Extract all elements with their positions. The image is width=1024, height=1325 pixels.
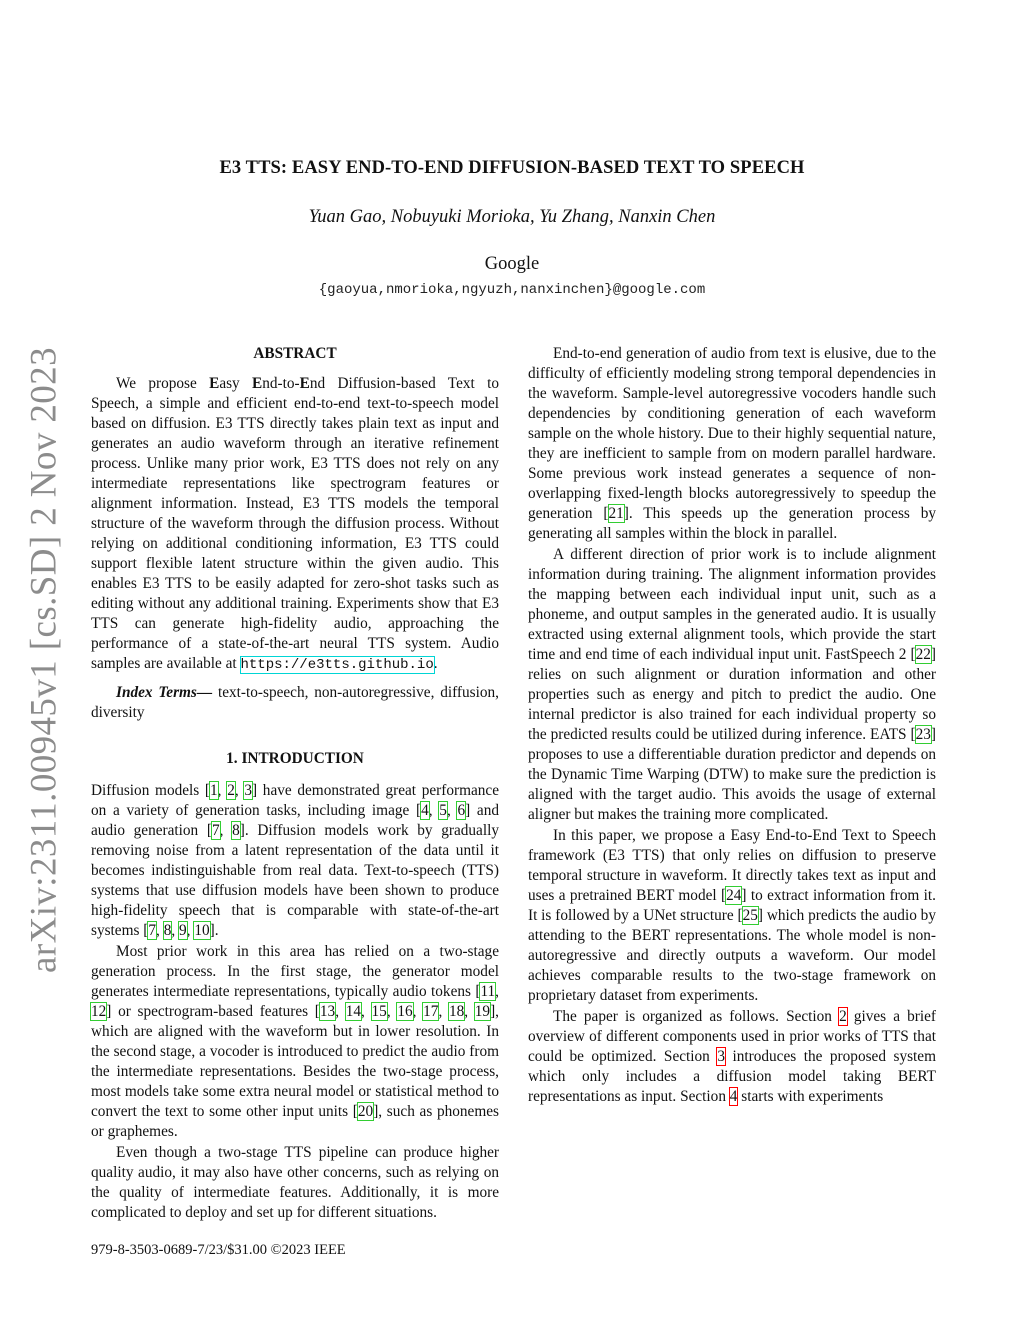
section-ref-link[interactable]: 4 [729, 1088, 738, 1105]
citation-link[interactable]: 23 [915, 726, 931, 743]
abstract-text: We propose Easy End-to-End Diffusion-based Text to Speech, a simple and efficient end-to-end text-to-speech model based on diffusion. E3 TTS directly takes plain text as input and generates an audio waveform through an iterative refinement process. Unlike many prior work, E3 TTS does not rely on any intermediate representations like spectrogram features or alignment information. Instead, E3 TTS models the temporal structure of the waveform through the diffusion process. Without relying on additional conditioning information, E3 TTS could support flexible latent structure within the given audio. This enables E3 TTS to be easily adapted for zero-shot tasks such as editing without any additional training. Experiments show that E3 TTS can generate high-fidelity audio, approaching the performance of a state-of-the-art neural TTS system. Audio samples are available at https://e3tts.github.io. [91, 375, 500, 673]
paper-title: E3 TTS: EASY END-TO-END DIFFUSION-BASED TEXT TO SPEECH [219, 158, 805, 178]
intro-paragraph-3: Even though a two-stage TTS pipeline can produce higher quality audio, it may also have other concerns, such as relying on the quality of intermediate features. Additionally, it is more complicated to deploy and set up for different situations. [91, 1144, 499, 1221]
citation-link[interactable]: 25 [742, 907, 758, 924]
project-url-link[interactable]: https://e3tts.github.io [240, 657, 434, 673]
index-terms: Index Terms— text-to-speech, non-autoregressive, diffusion, diversity [91, 684, 499, 721]
citation-link[interactable]: 16 [397, 1003, 413, 1020]
authors: Yuan Gao, Nobuyuki Morioka, Yu Zhang, Nanxin Chen [308, 207, 716, 227]
citation-link[interactable]: 4 [421, 802, 429, 819]
citation-link[interactable]: 17 [423, 1003, 439, 1020]
citation-link[interactable]: 21 [608, 505, 624, 522]
citation-link[interactable]: 10 [194, 922, 210, 939]
affiliation: Google [484, 254, 540, 274]
left-column [91, 344, 499, 1223]
citation-link[interactable]: 8 [163, 922, 172, 939]
citation-link[interactable]: 15 [371, 1003, 387, 1020]
intro-paragraph-2: Most prior work in this area has relied on a two-stage generation process. In the first stage, the generator model generates intermediate representations, typically audio tokens [11, 12] or spectrogram-based features [13, 14, 15, 16, 17, 18, 19], which are aligned with the waveform but in lower resolution. In the second stage, a vocoder is introduced to predict the audio from the intermediate representations. Besides the two-stage process, most models take some extra neural model or statistical method to convert the text to some other input units [20], such as phonemes or graphemes. [91, 943, 499, 1140]
intro-paragraph-6: In this paper, we propose a Easy End-to-End Text to Speech framework (E3 TTS) that only relies on diffusion to preserve temporal structure in waveform. It directly takes text as input and uses a pretrained BERT model [24] to extract information from it. It is followed by a UNet structure [25] which predicts the audio by attending to the BERT representations. The whole model is non-autoregressive and directly outputs a waveform. Our model achieves comparable results to the two-stage framework on proprietary dataset from experiments. [528, 827, 936, 1004]
intro-paragraph-7: The paper is organized as follows. Section 2 gives a brief overview of different components used in prior works of TTS that could be optimized. Section 3 introduces the proposed system which only includes a diffusion model taking BERT representations as input. Section 4 starts with experiments [528, 1008, 936, 1105]
intro-paragraph-1: Diffusion models [1, 2, 3] have demonstrated great performance on a variety of generation tasks, including image [4, 5, 6] and audio generation [7, 8]. Diffusion models work by gradually removing noise from a latent representation of the data until it becomes indistinguishable from real data. Text-to-speech (TTS) systems that use diffusion models have been shown to produce high-fidelity speech that is comparable with state-of-the-art systems [7, 8, 9, 10]. [91, 782, 500, 939]
citation-link[interactable]: 11 [480, 983, 496, 1000]
arxiv-stamp: arXiv:2311.00945v1 [cs.SD] 2 Nov 2023 [23, 347, 65, 973]
citation-link[interactable]: 22 [915, 646, 931, 663]
citation-link[interactable]: 9 [179, 922, 187, 939]
citation-link[interactable]: 20 [357, 1103, 374, 1120]
citation-link[interactable]: 7 [211, 822, 220, 839]
right-column [528, 344, 936, 1107]
citation-link[interactable]: 2 [227, 782, 235, 799]
citation-link[interactable]: 18 [448, 1003, 465, 1020]
section-ref-link[interactable]: 2 [839, 1008, 847, 1025]
citation-link[interactable]: 13 [319, 1003, 336, 1020]
intro-paragraph-5: A different direction of prior work is to include alignment information during training. The alignment information provides the mapping between each individual input unit, such as a phoneme, and output samples in the generated audio. It is usually extracted using external alignment tools, which provide the start time and end time of each individual input unit. FastSpeech 2 [22] relies on such alignment or duration information and other properties such as energy and pitch to predict the audio. One internal predictor is also trained for each individual property so the predicted results could be utilized during inference. EATS [23] proposes to use a differentiable duration predictor and depends on the Dynamic Time Warping (DTW) to make sure the prediction is aligned with the target audio. This avoids the usage of external aligner but makes the training more complicated. [528, 546, 936, 823]
citation-link[interactable]: 14 [345, 1003, 362, 1020]
introduction-heading: 1. INTRODUCTION [226, 750, 364, 767]
citation-link[interactable]: 12 [91, 1003, 107, 1020]
intro-paragraph-4: End-to-end generation of audio from text is elusive, due to the difficulty of efficiently modeling strong temporal dependencies in the waveform. Sample-level autoregressive vocoders handle such dependencies by conditioning generation of each waveform sample on the whole history. Due to their highly sequential nature, they are inefficient to sample from on modern parallel hardware. Some previous work instead generates a sequence of non-overlapping fixed-length blocks autoregressively to speedup the generation [21]. This speeds up the generation process by generating all samples within the block in parallel. [528, 345, 936, 542]
citation-link[interactable]: 19 [474, 1003, 491, 1020]
citation-link[interactable]: 6 [457, 802, 466, 819]
citation-link[interactable]: 7 [148, 922, 157, 939]
author-emails: {gaoyua,nmorioka,ngyuzh,nanxinchen}@google.com [318, 282, 706, 298]
citation-link[interactable]: 8 [232, 822, 240, 839]
citation-link[interactable]: 5 [439, 802, 447, 819]
copyright-footer: 979-8-3503-0689-7/23/$31.00 ©2023 IEEE [91, 1242, 346, 1258]
abstract-heading: ABSTRACT [253, 345, 337, 362]
citation-link[interactable]: 1 [210, 782, 218, 799]
citation-link[interactable]: 3 [244, 782, 253, 799]
citation-link[interactable]: 24 [726, 887, 742, 904]
section-ref-link[interactable]: 3 [717, 1048, 725, 1065]
